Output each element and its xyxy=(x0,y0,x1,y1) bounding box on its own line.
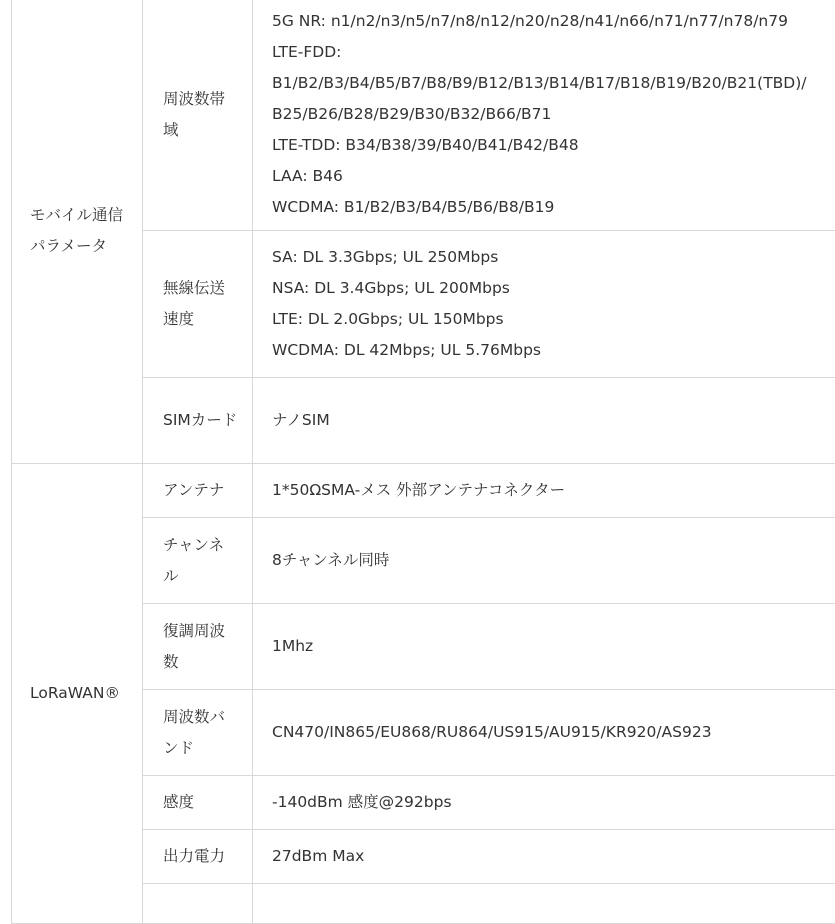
value-cell xyxy=(253,231,835,378)
param-cell xyxy=(143,690,253,776)
param-label: アンテナ xyxy=(163,481,224,499)
param-cell xyxy=(143,518,253,604)
param-cell xyxy=(143,604,253,690)
param-label: 復調周波数 xyxy=(163,622,225,671)
value-cell xyxy=(253,0,835,231)
value-line: B1/B2/B3/B4/B5/B7/B8/B9/B12/B13/B14/B17/B18/B19/B20/B21(TBD)/ xyxy=(272,68,830,99)
table-row xyxy=(12,0,835,231)
value-line: LTE: DL 2.0Gbps; UL 150Mbps xyxy=(272,304,830,335)
value-line: 1*50ΩSMA-メス 外部アンテナコネクター xyxy=(272,475,830,506)
value-line: ナノSIM xyxy=(272,405,830,436)
value-line: 5G NR: n1/n2/n3/n5/n7/n8/n12/n20/n28/n41/n66/n71/n77/n78/n79 xyxy=(272,6,830,37)
value-line: -140dBm 感度@292bps xyxy=(272,787,830,818)
category-label: LoRaWAN® xyxy=(30,684,120,702)
value-line: LTE-FDD: xyxy=(272,37,830,68)
value-line: SA: DL 3.3Gbps; UL 250Mbps xyxy=(272,242,830,273)
value-cell xyxy=(253,690,835,776)
value-cell xyxy=(253,830,835,884)
param-label: チャンネル xyxy=(163,536,224,585)
param-cell xyxy=(143,231,253,378)
param-label: SIMカード xyxy=(163,411,237,429)
value-line: WCDMA: B1/B2/B3/B4/B5/B6/B8/B19 xyxy=(272,192,830,223)
param-label: 出力電力 xyxy=(163,847,225,865)
value-line: 1Mhz xyxy=(272,631,830,662)
value-line: 8チャンネル同時 xyxy=(272,545,830,576)
value-line: LTE-TDD: B34/B38/39/B40/B41/B42/B48 xyxy=(272,130,830,161)
value-cell xyxy=(253,378,835,464)
param-label: 感度 xyxy=(163,793,194,811)
value-cell xyxy=(253,884,835,924)
value-line: LAA: B46 xyxy=(272,161,830,192)
table-row xyxy=(12,464,835,518)
param-cell xyxy=(143,464,253,518)
param-cell xyxy=(143,884,253,924)
value-cell xyxy=(253,776,835,830)
category-cell-mobile xyxy=(12,0,143,464)
category-cell-lorawan xyxy=(12,464,143,924)
spec-table xyxy=(11,0,835,924)
value-cell xyxy=(253,464,835,518)
value-line: CN470/IN865/EU868/RU864/US915/AU915/KR920/AS923 xyxy=(272,717,830,748)
param-cell xyxy=(143,0,253,231)
value-cell xyxy=(253,604,835,690)
value-line: 27dBm Max xyxy=(272,841,830,872)
value-line: WCDMA: DL 42Mbps; UL 5.76Mbps xyxy=(272,335,830,366)
param-label: 周波数帯域 xyxy=(163,90,225,139)
param-cell xyxy=(143,378,253,464)
param-cell xyxy=(143,776,253,830)
value-cell xyxy=(253,518,835,604)
param-label: 周波数バンド xyxy=(163,708,225,757)
category-label: モバイル通信パラメータ xyxy=(30,206,123,255)
param-label: 無線伝送速度 xyxy=(163,279,225,328)
param-cell xyxy=(143,830,253,884)
value-line: NSA: DL 3.4Gbps; UL 200Mbps xyxy=(272,273,830,304)
value-line: B25/B26/B28/B29/B30/B32/B66/B71 xyxy=(272,99,830,130)
